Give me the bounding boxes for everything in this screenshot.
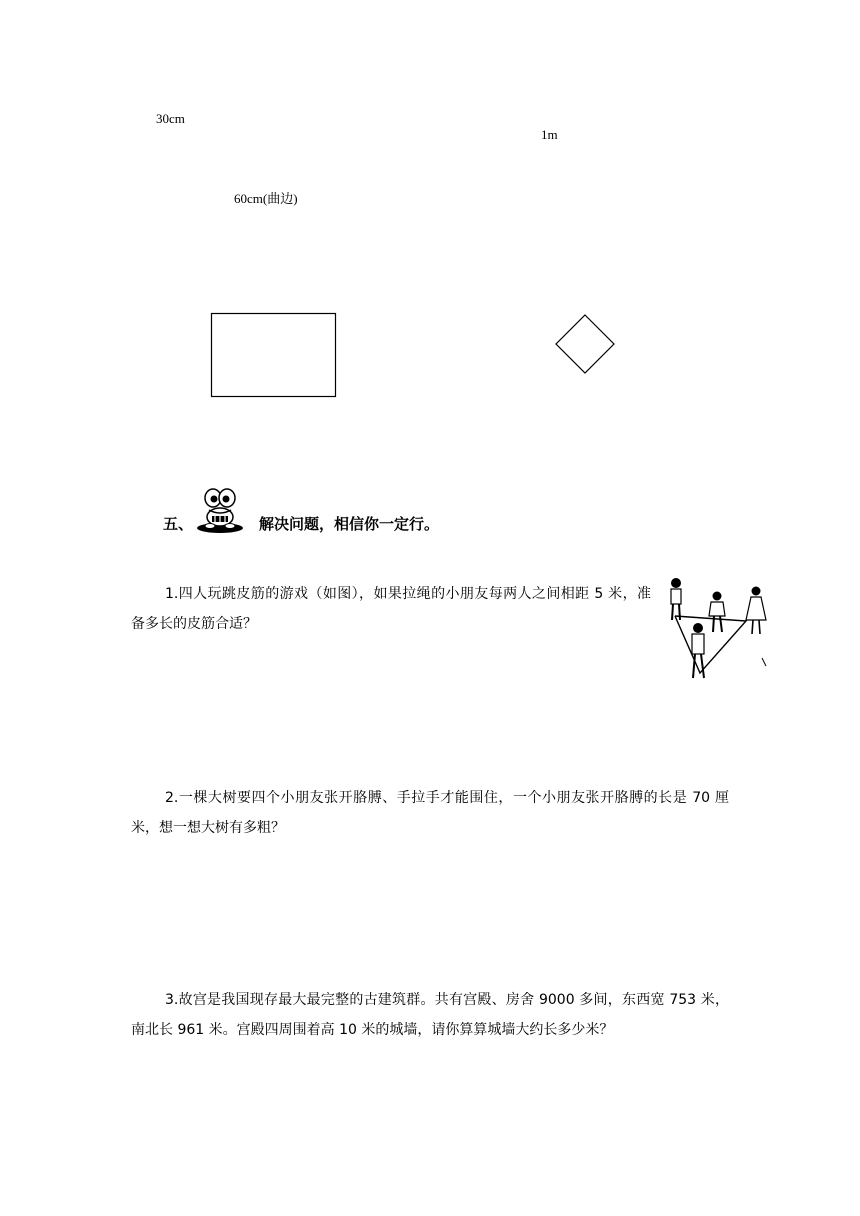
problem-3: 3.故宫是我国现存最大最完整的古建筑群。共有宫殿、房舍 9000 多间，东西宽 753 米，南北长 961 米。宫殿四周围着高 10 米的城墙，请你算算城墙大约长多少米？ bbox=[131, 992, 729, 1038]
children-jump-rope-icon bbox=[662, 574, 774, 684]
rectangle-figure bbox=[210, 312, 338, 398]
section-title: 解决问题，相信你一定行。 bbox=[259, 515, 440, 533]
problem-1: 1.四人玩跳皮筋的游戏（如图），如果拉绳的小朋友每两人之间相距 5 米，准备多长的皮筋合适？ bbox=[131, 586, 651, 632]
diamond-figure bbox=[553, 313, 617, 375]
label-60cm-curved: 60cm(曲边) bbox=[234, 191, 298, 206]
section-number: 五、 bbox=[163, 515, 194, 533]
label-30cm: 30cm bbox=[156, 111, 185, 126]
frog-mascot-icon bbox=[195, 486, 245, 534]
problem-2: 2.一棵大树要四个小朋友张开胳膊、手拉手才能围住，一个小朋友张开胳膊的长是 70 厘米，想一想大树有多粗？ bbox=[131, 790, 729, 836]
label-1m: 1m bbox=[541, 127, 558, 142]
section-heading bbox=[163, 486, 439, 534]
